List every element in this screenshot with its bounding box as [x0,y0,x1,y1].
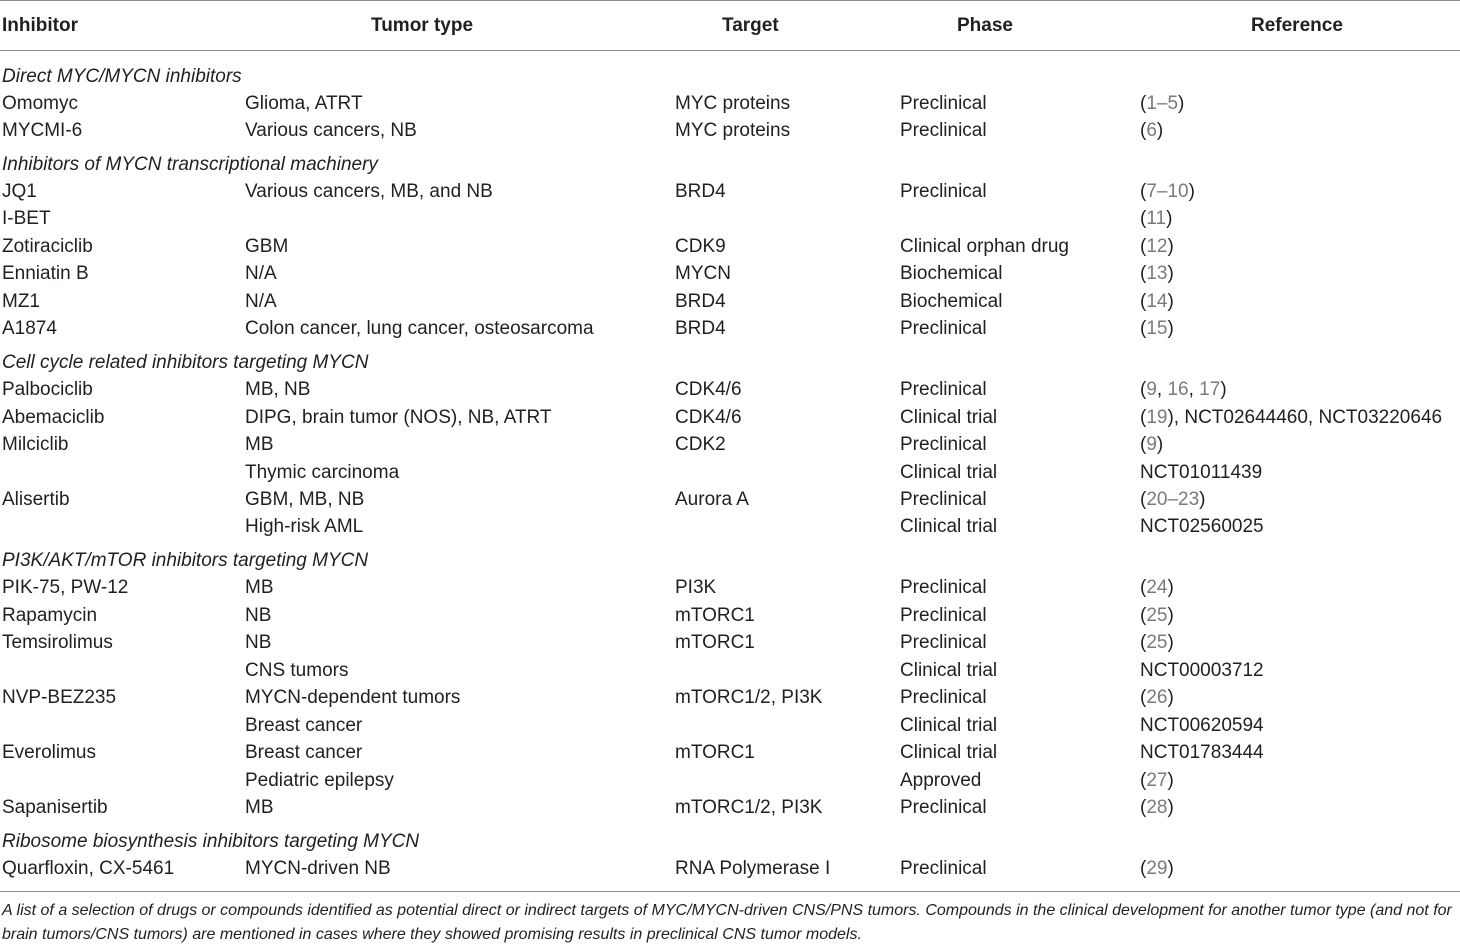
cell-phase: Preclinical [900,858,987,879]
cell-reference [1140,685,1174,711]
reference-text: ( [1140,605,1147,626]
cell-target: CDK9 [675,236,726,257]
cell-target: BRD4 [675,291,726,312]
cell-inhibitor: NVP-BEZ235 [2,687,117,708]
cell-reference [1140,377,1227,403]
cell-reference [1140,768,1174,794]
reference-text: , [1156,379,1168,400]
reference-link[interactable]: 6 [1146,120,1157,141]
cell-phase: Preclinical [900,489,987,510]
cell-inhibitor: Omomyc [2,93,78,114]
reference-text: ) [1220,379,1227,400]
cell-tumor-type: High-risk AML [245,516,364,537]
reference-text: ( [1140,263,1147,284]
section-label: PI3K/AKT/mTOR inhibitors targeting MYCN [2,550,369,571]
cell-target: mTORC1/2, PI3K [675,687,823,708]
cell-inhibitor: I-BET [2,208,51,229]
reference-text: ( [1140,236,1147,257]
reference-link[interactable]: 28 [1146,797,1168,818]
cell-tumor-type: N/A [245,263,277,284]
header-reference: Reference [1251,15,1343,36]
cell-target: MYC proteins [675,120,791,141]
cell-reference [1140,514,1264,540]
table-row [0,460,1460,486]
reference-text: ( [1140,632,1147,653]
cell-tumor-type: DIPG, brain tumor (NOS), NB, ATRT [245,407,552,428]
cell-inhibitor: Abemaciclib [2,407,105,428]
reference-text: ) [1167,577,1174,598]
reference-text: ) [1178,93,1185,114]
cell-tumor-type: Various cancers, NB [245,120,417,141]
cell-reference [1140,575,1174,601]
cell-reference [1140,713,1264,739]
cell-target: PI3K [675,577,717,598]
table-row [0,603,1460,629]
reference-text: ), NCT02644460, NCT03220646 [1167,407,1443,428]
table-row [0,91,1460,117]
table-section-row [0,350,1460,376]
cell-reference [1140,261,1174,287]
reference-text: ( [1140,407,1147,428]
cell-inhibitor: Quarfloxin, CX-5461 [2,858,175,879]
cell-target: MYCN [675,263,731,284]
section-label: Inhibitors of MYCN transcriptional machinery [2,154,378,175]
table-section-row [0,64,1460,90]
reference-text: ( [1140,687,1147,708]
reference-link[interactable]: 12 [1146,236,1168,257]
cell-target: mTORC1 [675,742,755,763]
cell-phase: Clinical trial [900,516,998,537]
reference-link[interactable]: 9 [1146,379,1157,400]
cell-reference [1140,118,1163,144]
cell-inhibitor: MZ1 [2,291,40,312]
cell-reference [1140,460,1262,486]
cell-phase: Preclinical [900,605,987,626]
cell-inhibitor: Palbociclib [2,379,93,400]
header-phase: Phase [957,15,1013,36]
cell-tumor-type: N/A [245,291,277,312]
table-row [0,179,1460,205]
cell-reference [1140,206,1172,232]
cell-inhibitor: Milciclib [2,434,69,455]
cell-inhibitor: Enniatin B [2,263,89,284]
cell-reference [1140,795,1174,821]
cell-phase: Clinical orphan drug [900,236,1069,257]
cell-inhibitor: Rapamycin [2,605,98,626]
cell-phase: Clinical trial [900,742,998,763]
table-section-row [0,548,1460,574]
cell-tumor-type: NB [245,605,272,626]
table-row [0,630,1460,656]
reference-text: ) [1167,236,1174,257]
cell-reference [1140,432,1163,458]
header-rule [0,50,1460,51]
reference-link[interactable]: 17 [1199,379,1221,400]
cell-target: mTORC1 [675,605,755,626]
table-row [0,206,1460,232]
reference-link[interactable]: 15 [1146,318,1168,339]
reference-text: ) [1167,770,1174,791]
cell-inhibitor: Sapanisertib [2,797,108,818]
reference-text: ( [1140,379,1147,400]
reference-link[interactable]: 25 [1146,632,1168,653]
cell-phase: Biochemical [900,263,1003,284]
table-row [0,575,1460,601]
header-target: Target [722,15,779,36]
reference-text: ) [1167,318,1174,339]
reference-text: ( [1140,318,1147,339]
reference-text: ) [1167,687,1174,708]
reference-text: ) [1156,434,1164,455]
cell-tumor-type: Thymic carcinoma [245,462,400,483]
table-row [0,405,1460,431]
table-row [0,795,1460,821]
cell-tumor-type: MB [245,577,274,598]
cell-phase: Approved [900,770,982,791]
cell-tumor-type: Various cancers, MB, and NB [245,181,493,202]
reference-text: NCT00003712 [1140,660,1264,681]
table-row [0,768,1460,794]
cell-target: MYC proteins [675,93,791,114]
cell-reference [1140,630,1174,656]
cell-reference [1140,91,1184,117]
section-label: Ribosome biosynthesis inhibitors targeting MYCN [2,831,420,852]
reference-text: ( [1140,434,1147,455]
cell-tumor-type: MYCN-driven NB [245,858,391,879]
section-label: Direct MYC/MYCN inhibitors [2,66,242,87]
reference-link[interactable]: 24 [1146,577,1168,598]
reference-text: ( [1140,291,1147,312]
reference-text: ) [1199,489,1206,510]
cell-tumor-type: GBM [245,236,289,257]
cell-reference [1140,487,1206,513]
reference-text: ) [1167,797,1174,818]
reference-text: ) [1156,120,1164,141]
cell-phase: Clinical trial [900,660,998,681]
table-row [0,234,1460,260]
cell-phase: Preclinical [900,318,987,339]
cell-reference [1140,179,1195,205]
bottom-rule [0,891,1460,892]
reference-link[interactable]: 14 [1146,291,1168,312]
reference-text: ) [1167,858,1174,879]
cell-tumor-type: MYCN-dependent tumors [245,687,461,708]
reference-text: ( [1140,93,1147,114]
cell-phase: Preclinical [900,120,987,141]
cell-reference [1140,658,1264,684]
cell-target: RNA Polymerase I [675,858,831,879]
cell-phase: Clinical trial [900,715,998,736]
cell-target: CDK4/6 [675,407,742,428]
reference-text: NCT01011439 [1140,462,1263,483]
cell-inhibitor: Temsirolimus [2,632,113,653]
reference-link[interactable]: 19 [1146,407,1168,428]
cell-phase: Preclinical [900,379,987,400]
reference-text: ( [1140,489,1147,510]
reference-link[interactable]: 9 [1146,434,1157,455]
reference-link[interactable]: 26 [1146,687,1168,708]
cell-target: Aurora A [675,489,749,510]
cell-target: BRD4 [675,181,726,202]
reference-link[interactable]: 7–10 [1146,181,1189,202]
cell-phase: Preclinical [900,577,987,598]
cell-target: mTORC1 [675,632,755,653]
reference-text: ( [1140,181,1147,202]
cell-target: CDK4/6 [675,379,742,400]
cell-inhibitor: MYCMI-6 [2,120,83,141]
cell-inhibitor: Zotiraciclib [2,236,93,257]
reference-text: ( [1140,797,1147,818]
reference-link[interactable]: 29 [1146,858,1168,879]
cell-reference [1140,289,1174,315]
reference-text: ( [1140,770,1147,791]
table-section-row [0,152,1460,178]
cell-target: BRD4 [675,318,726,339]
cell-inhibitor: JQ1 [2,181,37,202]
cell-phase: Clinical trial [900,407,998,428]
table-header [0,13,1460,39]
table-row [0,261,1460,287]
table-section-row [0,829,1460,855]
reference-text: , [1188,379,1200,400]
header-inhibitor: Inhibitor [2,15,78,36]
table-row [0,740,1460,766]
cell-phase: Clinical trial [900,462,998,483]
table-row [0,377,1460,403]
reference-text: ) [1166,208,1173,229]
cell-reference [1140,603,1174,629]
reference-link[interactable]: 25 [1146,605,1168,626]
reference-text: ) [1167,605,1174,626]
reference-link[interactable]: 11 [1146,208,1167,229]
reference-link[interactable]: 13 [1146,263,1168,284]
cell-phase: Preclinical [900,687,987,708]
cell-target: CDK2 [675,434,726,455]
cell-phase: Preclinical [900,632,987,653]
table-footnote: A list of a selection of drugs or compounds identified as potential direct or indirect targets of MYC/MYCN-driven CNS/PNS tumors. Compounds in the clinical development for another tumor type (and not for brain tumors/CNS tumors) are mentioned in cases where they showed promising results in preclinical CNS tumor models. [2,902,1452,943]
cell-reference [1140,405,1442,431]
table-row [0,487,1460,513]
cell-inhibitor: PIK-75, PW-12 [2,577,129,598]
cell-tumor-type: Breast cancer [245,742,363,763]
reference-text: ) [1167,291,1174,312]
header-tumor-type: Tumor type [371,15,474,36]
cell-inhibitor: Everolimus [2,742,96,763]
cell-tumor-type: Colon cancer, lung cancer, osteosarcoma [245,318,594,339]
table-row [0,316,1460,342]
cell-tumor-type: Pediatric epilepsy [245,770,394,791]
table-row [0,514,1460,540]
table-row [0,289,1460,315]
reference-text: ( [1140,577,1147,598]
cell-reference [1140,740,1264,766]
cell-tumor-type: MB [245,434,274,455]
cell-phase: Preclinical [900,434,987,455]
cell-phase: Preclinical [900,181,987,202]
cell-reference [1140,234,1174,260]
cell-tumor-type: GBM, MB, NB [245,489,365,510]
reference-text: NCT00620594 [1140,715,1264,736]
cell-reference [1140,316,1174,342]
cell-inhibitor: A1874 [2,318,57,339]
reference-text: ( [1140,858,1147,879]
reference-link[interactable]: 1–5 [1146,93,1179,114]
reference-link[interactable]: 16 [1167,379,1189,400]
table-row [0,856,1460,882]
cell-tumor-type: NB [245,632,272,653]
cell-phase: Preclinical [900,797,987,818]
reference-text: NCT02560025 [1140,516,1264,537]
cell-tumor-type: Breast cancer [245,715,363,736]
section-label: Cell cycle related inhibitors targeting MYCN [2,352,369,373]
cell-tumor-type: CNS tumors [245,660,349,681]
cell-tumor-type: MB [245,797,274,818]
reference-text: ) [1167,263,1174,284]
cell-phase: Preclinical [900,93,987,114]
table-row [0,432,1460,458]
cell-phase: Biochemical [900,291,1003,312]
reference-text: ) [1188,181,1195,202]
cell-reference [1140,856,1174,882]
reference-text: ) [1167,632,1174,653]
reference-text: NCT01783444 [1140,742,1264,763]
reference-link[interactable]: 20–23 [1146,489,1200,510]
table-row [0,658,1460,684]
reference-text: ( [1140,208,1147,229]
table-row [0,118,1460,144]
cell-inhibitor: Alisertib [2,489,70,510]
table-row [0,685,1460,711]
table-row [0,713,1460,739]
top-rule [0,0,1460,1]
reference-text: ( [1140,120,1147,141]
cell-tumor-type: Glioma, ATRT [245,93,363,114]
reference-link[interactable]: 27 [1146,770,1168,791]
cell-target: mTORC1/2, PI3K [675,797,823,818]
cell-tumor-type: MB, NB [245,379,311,400]
